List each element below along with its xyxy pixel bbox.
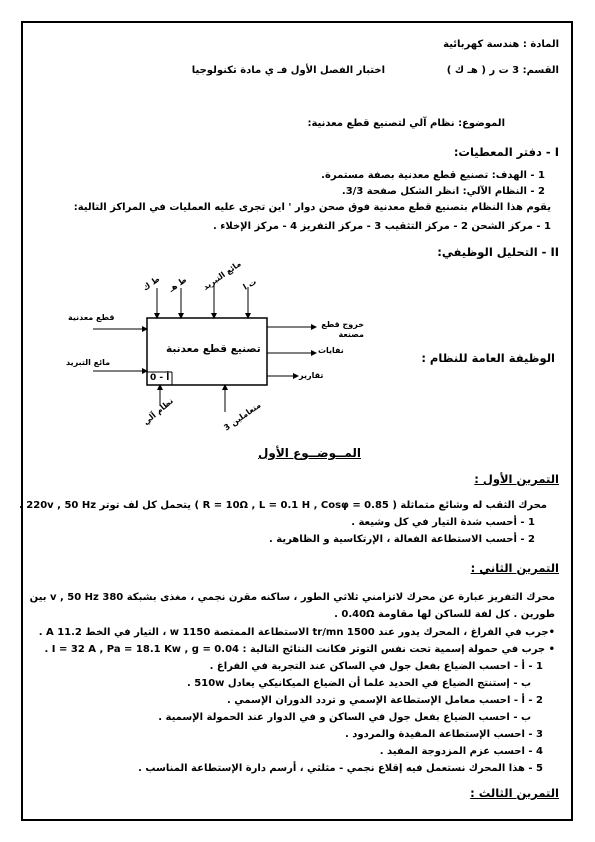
ex2-title: التمرين الثاني : <box>470 561 559 575</box>
function-box-tag: أ - 0 <box>150 373 170 383</box>
ex2-line-5: 1 - أ - احسب الضياع بفعل جول في الساكن عند التجربة في الفراغ . <box>209 661 543 672</box>
ex1-statement: محرك الثقب له وشائع متماثلة ( R = 10Ω , L = 0.1 H , Cosφ = 0.85 ) يتحمل كل لف توتر 220v , 50 Hz . <box>19 500 547 511</box>
top-label-th: ط هـ <box>167 275 189 294</box>
top-label-ta: ت ا <box>241 277 258 292</box>
part1-item-4: 1 - مركز الشحن 2 - مركز التثقيب 3 - مركز التفريز 4 - مركز الإخلاء . <box>212 221 551 232</box>
ex1-q2: 2 - أحسب الاستطاعة الفعالة ، الإرتكاسية و الظاهرية . <box>268 534 535 545</box>
part1-item-1: 1 - الهدف: تصنيع قطع معدنية بصفة مستمرة. <box>321 170 545 181</box>
part1-item-3: يقوم هذا النظام بتصنيع قطع معدنية فوق صحن دوار ' اين تجرى عليه العمليات في المراكز التالية: <box>73 202 551 213</box>
section-title: المــوضــوع الأول <box>258 446 362 460</box>
bottom-label-automatic-system: نظام آلي <box>141 396 175 427</box>
function-box-label: تصنيع قطع معدنبة <box>166 343 261 355</box>
output-label-waste: نفايات <box>318 346 344 355</box>
exam-title: اختبار الفصل الأول فـ ي مادة تكنولوجيا <box>191 65 385 76</box>
general-function-label: الوظيفة العامة للنظام : <box>421 351 555 365</box>
output-label-reports: تقارير <box>299 371 324 380</box>
input-label-coolant: مائع التبريد <box>66 358 111 367</box>
top-label-tk: ط ك <box>141 274 162 293</box>
input-label-parts: قطع معدنية <box>68 313 115 322</box>
ex2-line-8: ب - احسب الضياع بفعل جول في الساكن و في الدوار عند الحمولة الإسمية . <box>158 712 531 723</box>
topic: الموضوع: نظام آلي لتصنيع قطع معدنية: <box>307 118 505 129</box>
ex2-line-4: • جرب في حمولة إسمية تحت نفس التوتر فكانت النتائج التالية : I = 32 A , Pa = 18.1 Kw , g = 0.04 . <box>44 644 555 655</box>
ex3-title: التمرين الثالث : <box>470 786 559 800</box>
part1-item-2: 2 - النظام الآلي: انظر الشكل صفحة 3/3. <box>341 186 545 197</box>
section-label: القسم: 3 ت ر ( هـ ك ) <box>446 65 559 76</box>
ex2-line-6: ب - إستنتج الضياع في الحديد علما أن الضياع الميكانيكي يعادل 510w . <box>187 678 531 689</box>
ex2-line-7: 2 - أ - احسب معامل الإستطاعة الإسمي و تردد الدوران الإسمي . <box>227 695 543 706</box>
ex1-q1: 1 - أحسب شدة التيار في كل وشيعة . <box>351 517 535 528</box>
bottom-label-operators: 3 متعاملين <box>222 400 263 433</box>
part1-title: I - دفتر المعطيات: <box>453 145 559 159</box>
ex1-title: التمرين الأول : <box>474 472 559 486</box>
part2-title: II - التحليل الوظيفي: <box>437 245 559 259</box>
ex2-line-1: محرك التفريز عبارة عن محرك لاتزامني ثلاثي الطور ، ساكنه مقرن نجمي ، مغذى بشبكة 380 v , 50 Hz بين <box>29 592 555 603</box>
output-label-parts: خروج قطع مصنعة <box>321 320 364 339</box>
ex2-line-11: 5 - هذا المحرك نستعمل فيه إقلاع نجمي - مثلثي ، أرسم دارة الإستطاعة المناسب . <box>138 763 543 774</box>
ex2-line-10: 4 - احسب عزم المزدوجة المفيد . <box>379 746 543 757</box>
ex2-line-2: طورين . كل لفة للساكن لها مقاومة 0.40Ω . <box>334 609 555 620</box>
ex2-line-3: •جرب في الفراغ ، المحرك يدور عند 1500 tr/mn الاستطاعة الممتصة 1150 w ، التيار في الخط 11.2 A . <box>38 627 555 638</box>
top-label-coolant: مائع التبريد <box>201 259 243 292</box>
subject-label: المادة : هندسة كهربائية <box>443 39 559 50</box>
ex2-line-9: 3 - احسب الإستطاعة المفيدة والمردود . <box>344 729 543 740</box>
